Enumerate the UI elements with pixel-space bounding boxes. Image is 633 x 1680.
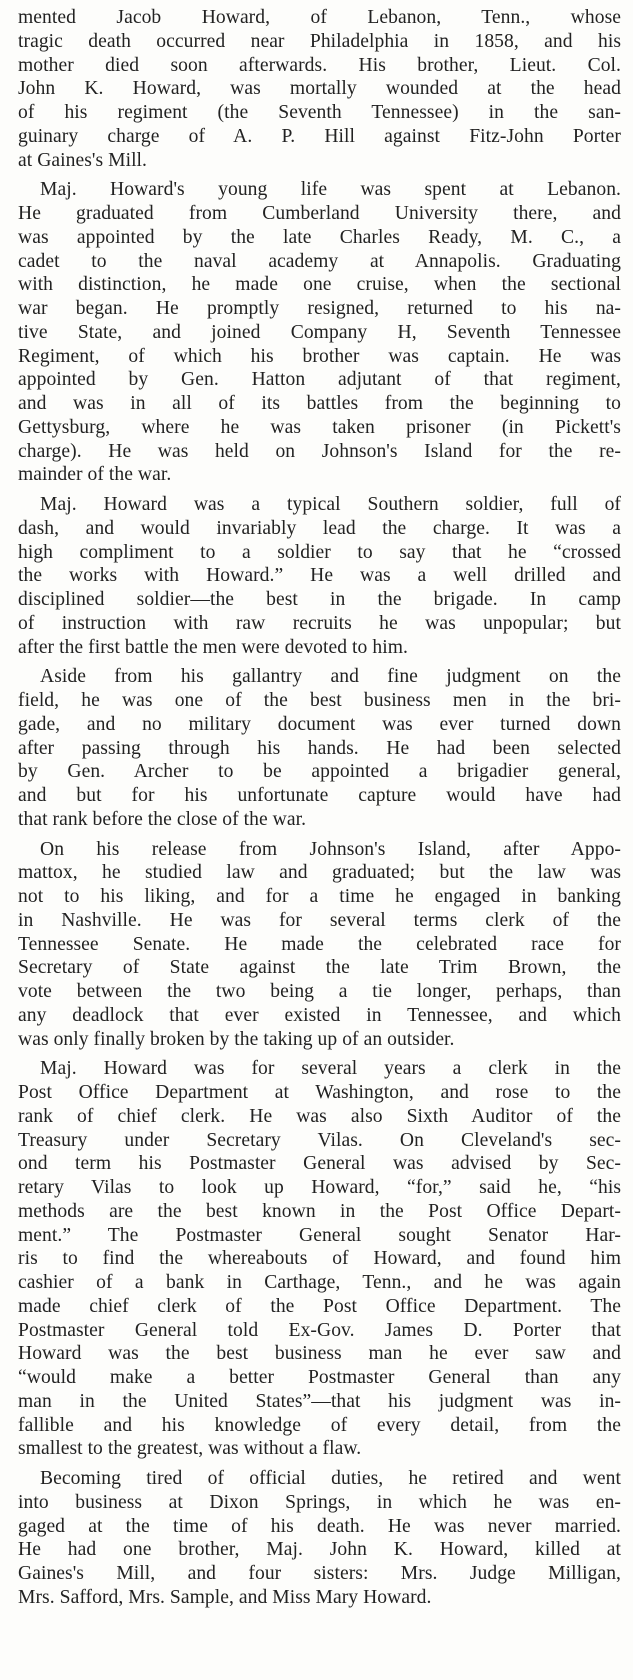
paragraph-2 bbox=[18, 178, 621, 487]
text-line: “would make a better Postmaster General than any bbox=[18, 1367, 621, 1388]
article-text-column bbox=[18, 6, 621, 1610]
text-line: Maj. Howard was for several years a clerk in the bbox=[40, 1058, 621, 1080]
text-line: smallest to the greatest, was without a flaw. bbox=[18, 1438, 362, 1460]
text-line: by Gen. Archer to be appointed a brigadier general, bbox=[18, 761, 621, 783]
text-line: Gettysburg, where he was taken prisoner (in Pickett's bbox=[18, 416, 621, 438]
text-line: appointed by Gen. Hatton adjutant of that regiment, bbox=[18, 369, 621, 391]
text-line: Howard was the best business man he ever saw and bbox=[18, 1343, 621, 1365]
text-line: was only finally broken by the taking up of an outsider. bbox=[18, 1028, 455, 1050]
text-line: tragic death occurred near Philadelphia in 1858, and his bbox=[18, 30, 621, 52]
text-line: fallible and his knowledge of every detail, from the bbox=[18, 1414, 621, 1436]
text-line: methods are the best known in the Post Office Depart- bbox=[18, 1200, 621, 1222]
text-line: high compliment to a soldier to say that he “crossed bbox=[18, 541, 621, 563]
text-line: Regiment, of which his brother was captain. He was bbox=[18, 345, 621, 367]
text-line: not to his liking, and for a time he engaged in banking bbox=[18, 886, 621, 907]
text-line: any deadlock that ever existed in Tennessee, and which bbox=[18, 1004, 621, 1026]
text-line: disciplined soldier—the best in the brigade. In camp bbox=[18, 589, 621, 610]
text-line: Secretary of State against the late Trim Brown, the bbox=[18, 957, 621, 979]
text-line: Tennessee Senate. He made the celebrated race for bbox=[18, 933, 621, 955]
text-line: Postmaster General told Ex-Gov. James D. Porter that bbox=[18, 1319, 621, 1341]
text-line: ris to find the whereabouts of Howard, and found him bbox=[18, 1248, 621, 1270]
text-line: rank of chief clerk. He was also Sixth Auditor of the bbox=[18, 1105, 621, 1127]
text-line: and was in all of its battles from the beginning to bbox=[18, 393, 621, 414]
text-line: with distinction, he made one cruise, when the sectional bbox=[18, 274, 621, 296]
text-line: Aside from his gallantry and fine judgment on the bbox=[40, 666, 621, 688]
text-line: charge). He was held on Johnson's Island for the re- bbox=[18, 440, 621, 462]
text-line: ond term his Postmaster General was advised by Sec- bbox=[18, 1153, 621, 1175]
text-line: gade, and no military document was ever turned down bbox=[18, 713, 621, 735]
text-line: Maj. Howard's young life was spent at Lebanon. bbox=[40, 179, 621, 201]
text-line: made chief clerk of the Post Office Department. The bbox=[18, 1295, 621, 1317]
text-line: into business at Dixon Springs, in which he was en- bbox=[18, 1491, 621, 1513]
paragraph-6 bbox=[18, 1057, 621, 1461]
text-line: cadet to the naval academy at Annapolis. Graduating bbox=[18, 250, 621, 272]
text-line: the works with Howard.” He was a well drilled and bbox=[18, 565, 621, 587]
text-line: gaged at the time of his death. He was never married. bbox=[18, 1515, 621, 1537]
text-line: Gaines's Mill, and four sisters: Mrs. Judge Milligan, bbox=[18, 1563, 621, 1584]
text-line: Treasury under Secretary Vilas. On Cleveland's sec- bbox=[18, 1129, 621, 1151]
text-line: Post Office Department at Washington, and rose to the bbox=[18, 1082, 621, 1103]
text-line: man in the United States”—that his judgment was in- bbox=[18, 1390, 621, 1412]
text-line: of instruction with raw recruits he was unpopular; but bbox=[18, 612, 621, 634]
paragraph-7 bbox=[18, 1467, 621, 1610]
paragraph-5 bbox=[18, 838, 621, 1052]
paragraph-4 bbox=[18, 665, 621, 831]
text-line: Becoming tired of official duties, he retired and went bbox=[40, 1468, 621, 1489]
text-line: war began. He promptly resigned, returned to his na- bbox=[18, 298, 621, 319]
text-line: in Nashville. He was for several terms clerk of the bbox=[18, 909, 621, 931]
text-line: tive State, and joined Company H, Seventh Tennessee bbox=[18, 321, 621, 343]
text-line: Maj. Howard was a typical Southern soldier, full of bbox=[40, 494, 621, 515]
text-line: and but for his unfortunate capture would have had bbox=[18, 785, 621, 806]
text-line: On his release from Johnson's Island, after Appo- bbox=[40, 838, 621, 860]
text-line: He graduated from Cumberland University there, and bbox=[18, 203, 621, 224]
text-line: guinary charge of A. P. Hill against Fitz-John Porter bbox=[18, 125, 621, 147]
text-line: that rank before the close of the war. bbox=[18, 808, 307, 830]
text-line: mother died soon afterwards. His brother, Lieut. Col. bbox=[18, 54, 621, 76]
text-line: He had one brother, Maj. John K. Howard, killed at bbox=[18, 1539, 621, 1561]
text-line: mented Jacob Howard, of Lebanon, Tenn., whose bbox=[18, 7, 621, 28]
text-line: mattox, he studied law and graduated; but the law was bbox=[18, 862, 621, 884]
text-line: vote between the two being a tie longer, perhaps, than bbox=[18, 981, 621, 1002]
paragraph-1 bbox=[18, 6, 621, 172]
text-line: Mrs. Safford, Mrs. Sample, and Miss Mary Howard. bbox=[18, 1586, 432, 1608]
text-line: of his regiment (the Seventh Tennessee) in the san- bbox=[18, 102, 621, 123]
text-line: mainder of the war. bbox=[18, 464, 172, 486]
text-line: John K. Howard, was mortally wounded at the head bbox=[18, 78, 621, 100]
text-line: field, he was one of the best business men in the bri- bbox=[18, 690, 621, 711]
text-line: after passing through his hands. He had been selected bbox=[18, 737, 621, 759]
text-line: after the first battle the men were devoted to him. bbox=[18, 636, 408, 658]
text-line: was appointed by the late Charles Ready, M. C., a bbox=[18, 226, 621, 248]
paragraph-3 bbox=[18, 493, 621, 659]
text-line: ment.” The Postmaster General sought Senator Har- bbox=[18, 1224, 621, 1246]
text-line: retary Vilas to look up Howard, “for,” said he, “his bbox=[18, 1177, 621, 1198]
text-line: at Gaines's Mill. bbox=[18, 149, 148, 171]
text-line: cashier of a bank in Carthage, Tenn., and he was again bbox=[18, 1272, 621, 1293]
text-line: dash, and would invariably lead the charge. It was a bbox=[18, 517, 621, 539]
